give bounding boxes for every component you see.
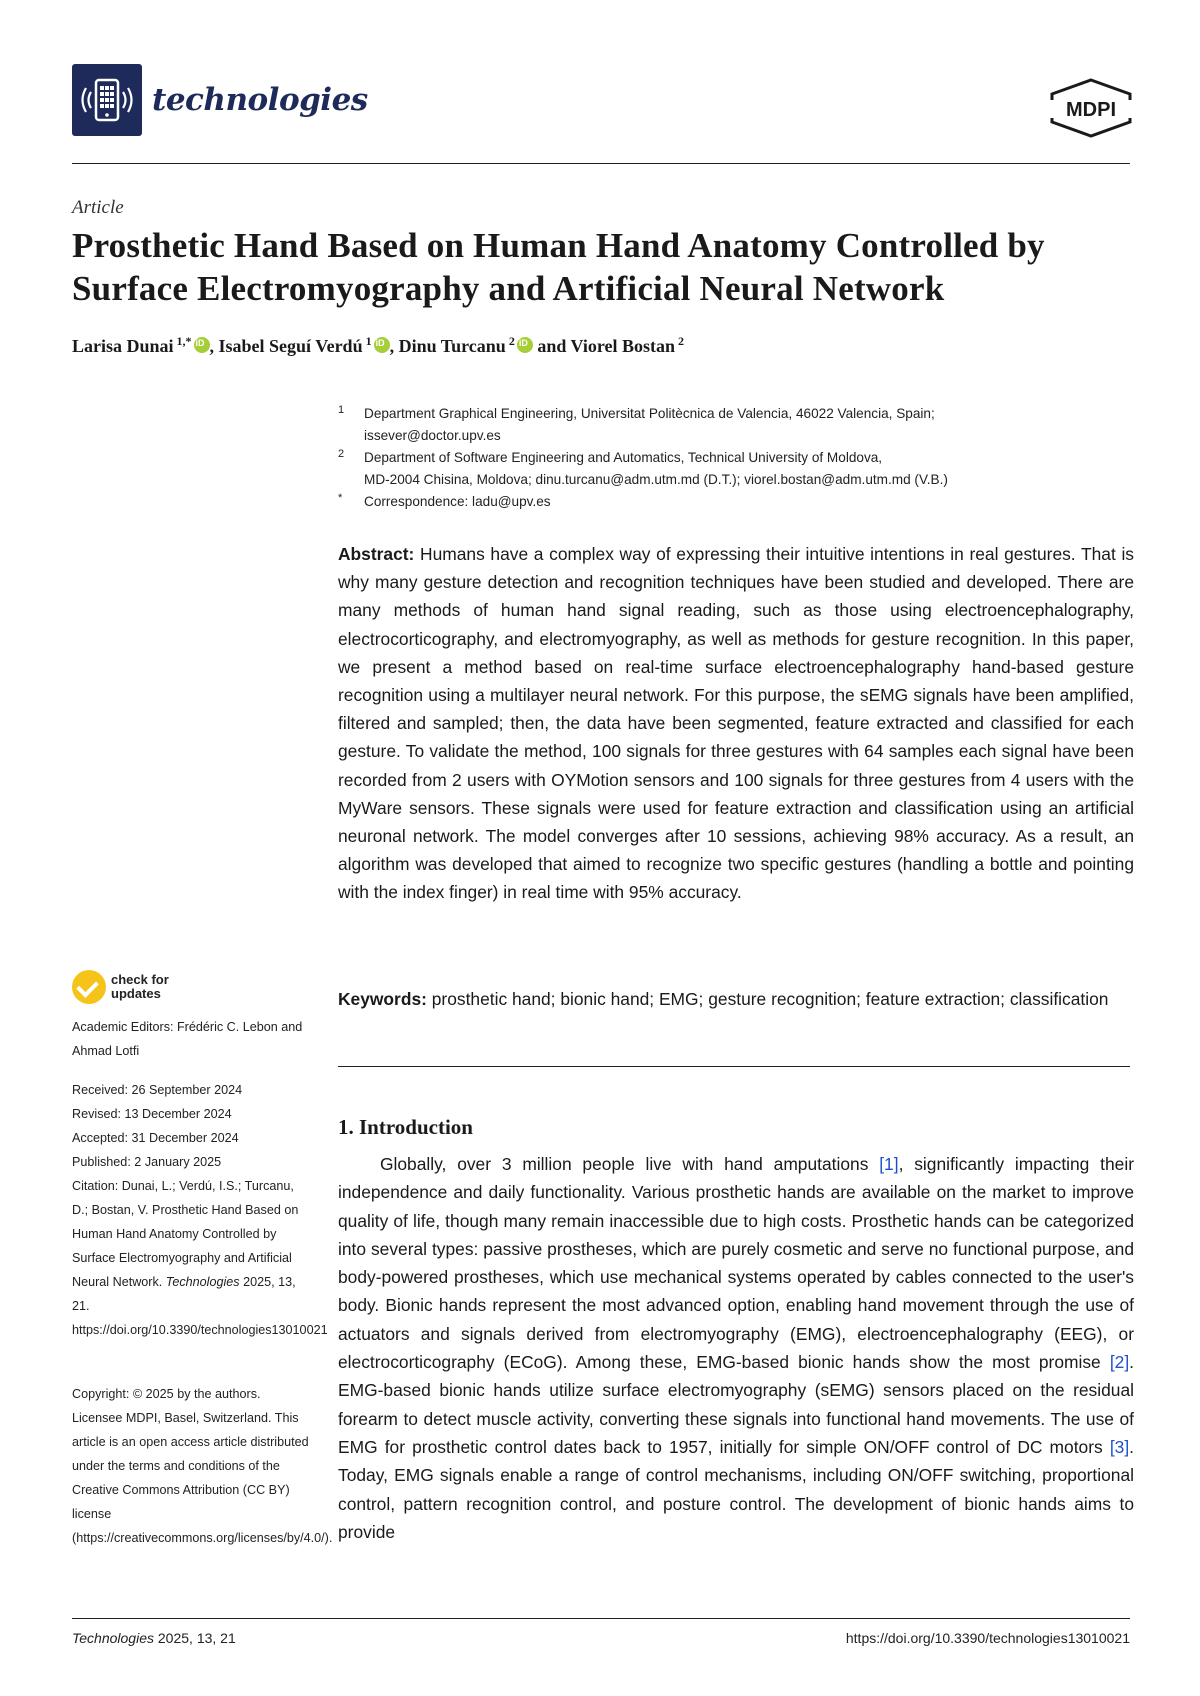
journal-name: technologies	[152, 82, 368, 118]
citation	[72, 1174, 328, 1342]
article-type: Article	[72, 197, 124, 218]
header-divider	[72, 163, 1130, 164]
citation-journal: Technologies	[165, 1275, 240, 1289]
date-revised: Revised: 13 December 2024	[72, 1107, 232, 1121]
affiliation-number: *	[338, 492, 343, 504]
author-separator: and	[532, 336, 571, 356]
keywords-label: Keywords:	[338, 989, 427, 1009]
footer-doi-link[interactable]: https://doi.org/10.3390/technologies13010021	[845, 1630, 1130, 1646]
author-affiliation-marker: 2	[675, 334, 685, 348]
citation-reference[interactable]: 2025, 13, 21. https://doi.org/10.3390/technologies13010021	[72, 1275, 328, 1337]
affiliation-item	[338, 491, 1138, 513]
academic-editors: Academic Editors: Frédéric C. Lebon and Ahmad Lotfi	[72, 1020, 303, 1058]
affiliation-line: Department Graphical Engineering, Universitat Politècnica de Valencia, 46022 Valencia, Spain;	[364, 406, 935, 421]
check-updates-line-1: check for	[111, 972, 169, 987]
citation-link[interactable]: [1]	[879, 1154, 899, 1174]
journal-logo-icon	[72, 64, 142, 136]
orcid-icon[interactable]	[517, 337, 533, 353]
abstract-text: Humans have a complex way of expressing their intuitive intentions in real gestures. That is why many gesture detection and recognition techniques have been studied and developed. There are many methods of human hand signal reading, such as those using electroencephalography, electrocorticography, and electromyography, as well as methods for gesture recognition. In this paper, we present a method based on real-time surface electroencephalography hand-based gesture recognition using a multilayer neural network. For this purpose, the sEMG signals have been amplified, filtered and sampled; then, the data have been segmented, feature extracted and classified for each gesture. To validate the method, 100 signals for three gestures with 64 samples each signal have been recorded from 2 users with OYMotion sensors and 100 signals for three gestures from 4 users with the MyWare sensors. These signals were used for feature extraction and classification using an artificial neuronal network. The model converges after 10 sessions, achieving 98% accuracy. As a result, an algorithm was developed that aimed to recognize two specific gestures (handling a bottle and pointing with the index finger) in real time with 95% accuracy.	[338, 544, 1134, 903]
introduction-segment: . Today, EMG signals enable a range of control mechanisms, including ON/OFF switching, proportional control, pattern recognition control, and posture control. The development of bionic hands aims to provide	[338, 1436, 1134, 1542]
check-icon	[72, 970, 106, 1004]
affiliation-line: MD-2004 Chisina, Moldova; dinu.turcanu@adm.utm.md (D.T.); viorel.bostan@adm.utm.md (V.B.)	[364, 472, 948, 487]
orcid-icon[interactable]	[374, 337, 390, 353]
author-affiliation-marker: 2	[505, 334, 515, 348]
citation-text: Citation: Dunai, L.; Verdú, I.S.; Turcanu, D.; Bostan, V. Prosthetic Hand Based on Human Hand Anatomy Controlled by Surface Electromyography and Artificial Neural Network.	[72, 1179, 299, 1289]
abstract	[338, 540, 1134, 907]
author-list	[72, 334, 684, 357]
keywords-text: prosthetic hand; bionic hand; EMG; gesture recognition; feature extraction; classification	[431, 989, 1109, 1009]
check-updates-line-2: updates	[111, 986, 161, 1001]
affiliations	[338, 403, 1138, 513]
keywords-divider	[338, 1066, 1130, 1067]
journal-logo[interactable]	[72, 64, 368, 136]
affiliation-item	[338, 447, 1138, 491]
footer-reference: 2025, 13, 21	[157, 1630, 236, 1646]
date-published: Published: 2 January 2025	[72, 1155, 222, 1169]
mdpi-logo-text: MDPI	[1066, 99, 1116, 121]
author-separator: ,	[209, 336, 219, 356]
author-name[interactable]: Viorel Bostan	[570, 336, 676, 356]
introduction-text	[338, 1150, 1134, 1546]
author-name[interactable]: Larisa Dunai	[72, 336, 174, 356]
affiliation-line: Department of Software Engineering and Automatics, Technical University of Moldova,	[364, 450, 883, 465]
copyright-notice: Copyright: © 2025 by the authors. Licensee MDPI, Basel, Switzerland. This article is an open access article distributed under the terms and conditions of the Creative Commons Attribution (CC BY) license (https://creativecommons.org/licenses/by/4.0/).	[72, 1387, 333, 1545]
affiliation-number: 1	[338, 404, 345, 416]
affiliation-line: Correspondence: ladu@upv.es	[364, 494, 551, 509]
introduction-segment: , significantly impacting their independence and daily functionality. Various prosthetic hands are available on the market to improve quality of life, though many remain inaccessible due to high costs. Prosthetic hands can be categorized into several types: passive prostheses, which are purely cosmetic and serve no functional purpose, and body-powered prostheses, which use mechanical systems operated by cables connected to the user's body. Bionic hands represent the most advanced option, enabling hand movement through the use of actuators and signals derived from electromyography (EMG), electroencephalography (EEG), or electrocorticography (ECoG). Among these, EMG-based bionic hands show the most promise	[338, 1154, 1135, 1373]
article-title: Prosthetic Hand Based on Human Hand Anatomy Controlled by Surface Electromyography and Artificial Neural Network	[72, 226, 1045, 308]
orcid-icon[interactable]	[194, 337, 210, 353]
author-affiliation-marker: 1	[362, 334, 372, 348]
footer-citation	[72, 1630, 236, 1646]
publication-dates	[72, 1078, 312, 1174]
check-for-updates-badge[interactable]	[72, 970, 169, 1004]
mdpi-logo-icon	[1048, 78, 1134, 138]
affiliation-item	[338, 403, 1138, 447]
affiliation-number: 2	[338, 448, 345, 460]
author-separator: ,	[389, 336, 399, 356]
author-affiliation-marker: 1,*	[173, 334, 192, 348]
author-name[interactable]: Dinu Turcanu	[398, 336, 506, 356]
abstract-label: Abstract:	[338, 544, 415, 564]
section-heading-introduction: 1. Introduction	[338, 1115, 473, 1139]
mdpi-logo[interactable]	[1048, 78, 1134, 143]
keywords	[338, 985, 1138, 1013]
footer-journal: Technologies	[72, 1630, 154, 1646]
citation-link[interactable]: [2]	[1109, 1352, 1130, 1373]
date-accepted: Accepted: 31 December 2024	[72, 1131, 239, 1145]
introduction-segment: . EMG-based bionic hands utilize surface electromyography (sEMG) sensors placed on the residual forearm to detect muscle activity, converting these signals into functional hand movements. The use of EMG for prosthetic control dates back to 1957, initially for simple ON/OFF control of DC motors	[338, 1352, 1134, 1457]
footer-divider	[72, 1618, 1130, 1619]
introduction-segment: Globally, over 3 million people live with hand amputations	[380, 1154, 880, 1174]
affiliation-line: issever@doctor.upv.es	[364, 428, 501, 443]
citation-link[interactable]: [3]	[1109, 1436, 1130, 1457]
date-received: Received: 26 September 2024	[72, 1083, 243, 1097]
author-name[interactable]: Isabel Seguí Verdú	[218, 336, 363, 356]
